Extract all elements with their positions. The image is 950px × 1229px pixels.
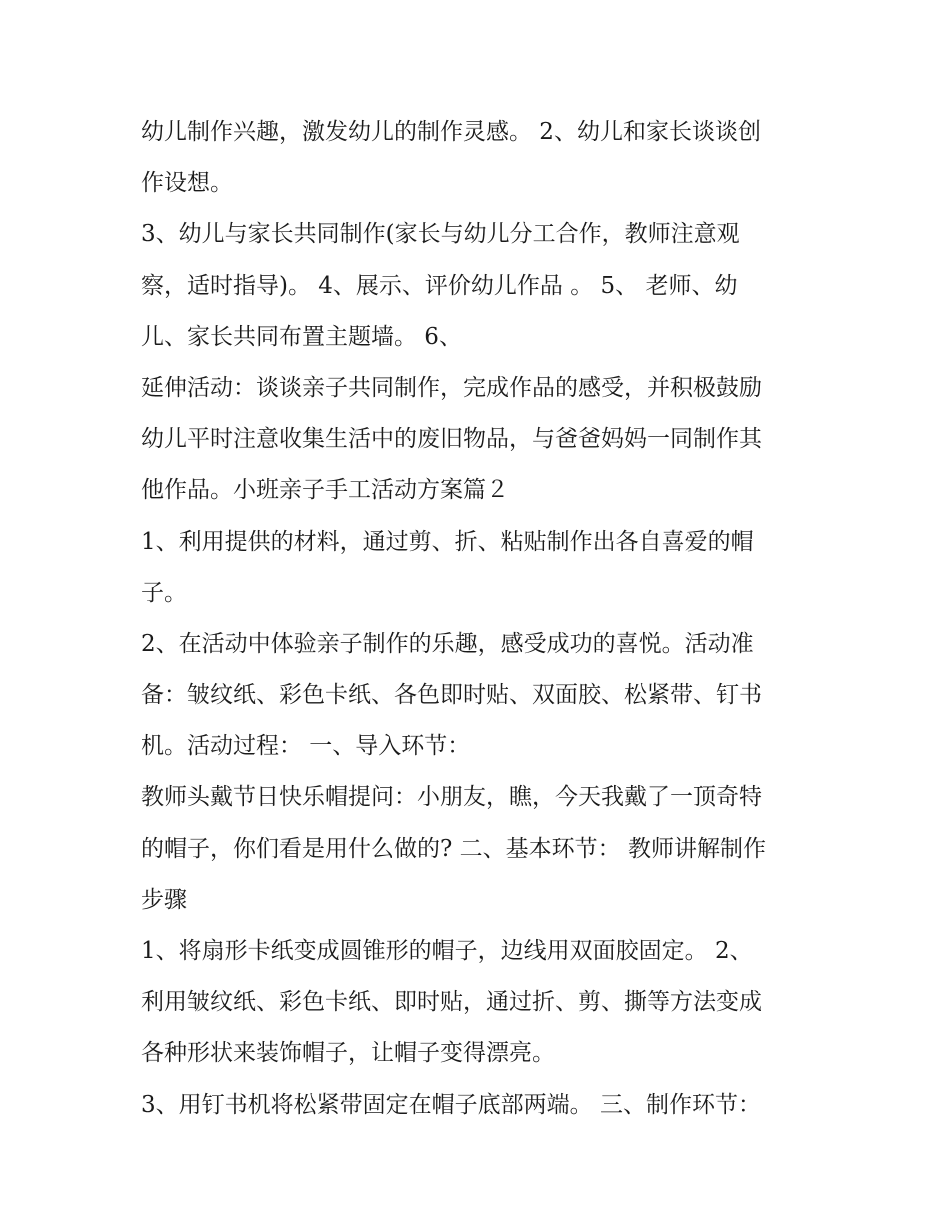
text-line: 察，适时指导)。 4、展示、评价幼儿作品 。 5、 老师、幼 xyxy=(141,272,738,299)
text-line: 备：皱纹纸、彩色卡纸、各色即时贴、双面胶、松紧带、钉书 xyxy=(141,682,762,709)
text-line: 教师头戴节日快乐帽提问：小朋友，瞧，今天我戴了一顶奇特 xyxy=(141,784,762,811)
text-line: 幼儿制作兴趣，激发幼儿的制作灵感。 2、幼儿和家长谈谈创 xyxy=(141,119,761,145)
text-line: 利用皱纹纸、彩色卡纸、即时贴，通过折、剪、撕等方法变成 xyxy=(141,989,762,1016)
text-line: 各种形状来装饰帽子，让帽子变得漂亮。 xyxy=(141,1040,555,1067)
text-line: 1、将扇形卡纸变成圆锥形的帽子，边线用双面胶固定。 2、 xyxy=(141,938,753,964)
text-line: 2、在活动中体验亲子制作的乐趣，感受成功的喜悦。活动准 xyxy=(141,630,754,657)
text-line: 作设想。 xyxy=(141,170,233,197)
text-line: 儿、家长共同布置主题墙。 6、 xyxy=(141,323,462,350)
text-line: 3、用钉书机将松紧带固定在帽子底部两端。 三、制作环节： xyxy=(141,1091,761,1118)
text-line: 的帽子，你们看是用什么做的? 二、基本环节： 教师讲解制作 xyxy=(141,835,766,862)
text-line: 子。 xyxy=(141,579,187,606)
document-body xyxy=(141,107,831,1131)
text-line: 机。活动过程： 一、导入环节： xyxy=(141,733,471,760)
text-line: 3、幼儿与家长共同制作(家长与幼儿分工合作，教师注意观 xyxy=(141,221,740,248)
text-line: 幼儿平时注意收集生活中的废旧物品，与爸爸妈妈一同制作其 xyxy=(141,426,762,453)
text-line: 他作品。小班亲子手工活动方案篇２ xyxy=(141,477,509,504)
text-line: 步骤 xyxy=(141,886,187,913)
text-line: 延伸活动：谈谈亲子共同制作，完成作品的感受，并积极鼓励 xyxy=(141,374,762,401)
text-line: 1、利用提供的材料，通过剪、折、粘贴制作出各自喜爱的帽 xyxy=(141,528,754,555)
